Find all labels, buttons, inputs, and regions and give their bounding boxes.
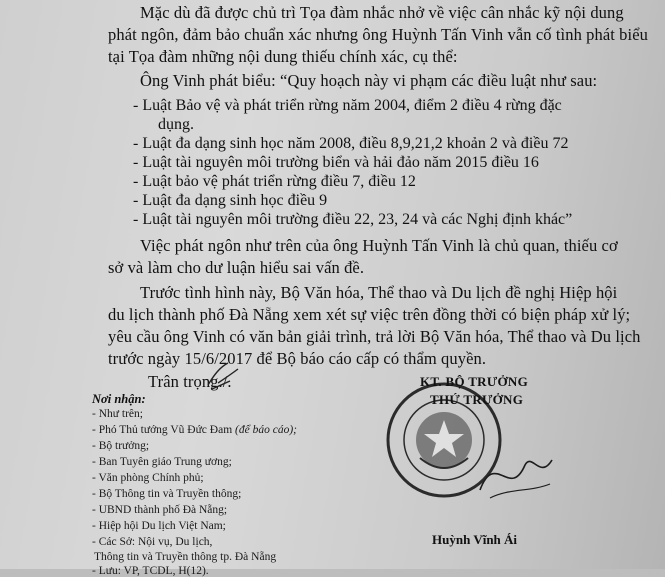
violation-item: - Luật Bảo vệ và phát triển rừng năm 2004, điểm 2 điều 4 rừng đặc: [133, 97, 562, 114]
violation-item: - Luật tài nguyên môi trường điều 22, 23, 24 và các Nghị định khác”: [133, 211, 573, 228]
paragraph3-line3: yêu cầu ông Vinh có văn bản giải trình, trả lời Bộ Văn hóa, Thể thao và Du lịch: [108, 327, 641, 346]
recipient-item: - Như trên;: [92, 408, 143, 420]
paragraph3-line2: du lịch thành phố Đà Nẵng xem xét sự việc trên đồng thời có biện pháp xử lý;: [108, 305, 631, 324]
closing: Trân trọng./.: [148, 372, 232, 391]
quote-intro: Ông Vinh phát biểu: “Quy hoạch này vi phạm các điều luật như sau:: [140, 71, 598, 90]
recipient-item: - Lưu: VP, TCDL, H(12).: [92, 565, 209, 577]
recipient-item-continuation: Thông tin và Truyền thông tp. Đà Nẵng: [94, 551, 277, 563]
paragraph1-line2: phát ngôn, đảm bảo chuẩn xác nhưng ông Huỳnh Tấn Vinh vẫn cố tình phát biểu: [108, 25, 648, 44]
recipient-item: [92, 424, 297, 436]
paragraph3-line4: trước ngày 15/6/2017 để Bộ báo cáo cấp có thẩm quyền.: [108, 349, 487, 368]
signatory-name: Huỳnh Vĩnh Ái: [432, 532, 518, 547]
recipient-item: - Hiệp hội Du lịch Việt Nam;: [92, 520, 226, 532]
recipient-item: - Các Sở: Nội vụ, Du lịch,: [92, 536, 213, 548]
paragraph1-line3: tại Tọa đàm những nội dung thiếu chính xác, cụ thể:: [108, 47, 458, 66]
recipients-title: Nơi nhận:: [92, 392, 146, 406]
initial-mark: [200, 355, 250, 395]
violation-item: - Luật bảo vệ phát triển rừng điều 7, điều 12: [133, 173, 416, 190]
signature-icon: [470, 440, 560, 510]
paragraph2-line1: Việc phát ngôn như trên của ông Huỳnh Tấn Vinh là chủ quan, thiếu cơ: [140, 236, 618, 255]
recipient-item: - Văn phòng Chính phủ;: [92, 472, 204, 484]
signature-subtitle: THỨ TRƯỞNG: [430, 392, 524, 407]
recipient-item: - Bộ trưởng;: [92, 440, 150, 452]
signature-title: KT. BỘ TRƯỞNG: [420, 374, 529, 389]
violation-item: - Luật đa dạng sinh học năm 2008, điều 8,9,21,2 khoản 2 và điều 72: [133, 135, 569, 152]
recipient-item: - UBND thành phố Đà Nẵng;: [92, 504, 228, 516]
recipient-item: - Bộ Thông tin và Truyền thông;: [92, 488, 242, 500]
violation-item: - Luật tài nguyên môi trường biển và hải đảo năm 2015 điều 16: [133, 154, 539, 171]
recipient-note: (để báo cáo);: [235, 424, 297, 436]
paragraph1-line1: Mặc dù đã được chủ trì Tọa đàm nhắc nhở về việc cân nhắc kỹ nội dung: [140, 3, 624, 22]
recipient-label: - Phó Thủ tướng Vũ Đức Đam: [92, 424, 233, 436]
violation-item: - Luật đa dạng sinh học điều 9: [133, 192, 328, 209]
paragraph2-line2: sở và làm cho dư luận hiểu sai vấn đề.: [108, 258, 365, 277]
violation-item-continuation: dụng.: [158, 116, 194, 133]
paragraph3-line1: Trước tình hình này, Bộ Văn hóa, Thể thao và Du lịch đề nghị Hiệp hội: [140, 283, 618, 302]
recipient-item: - Ban Tuyên giáo Trung ương;: [92, 456, 232, 468]
